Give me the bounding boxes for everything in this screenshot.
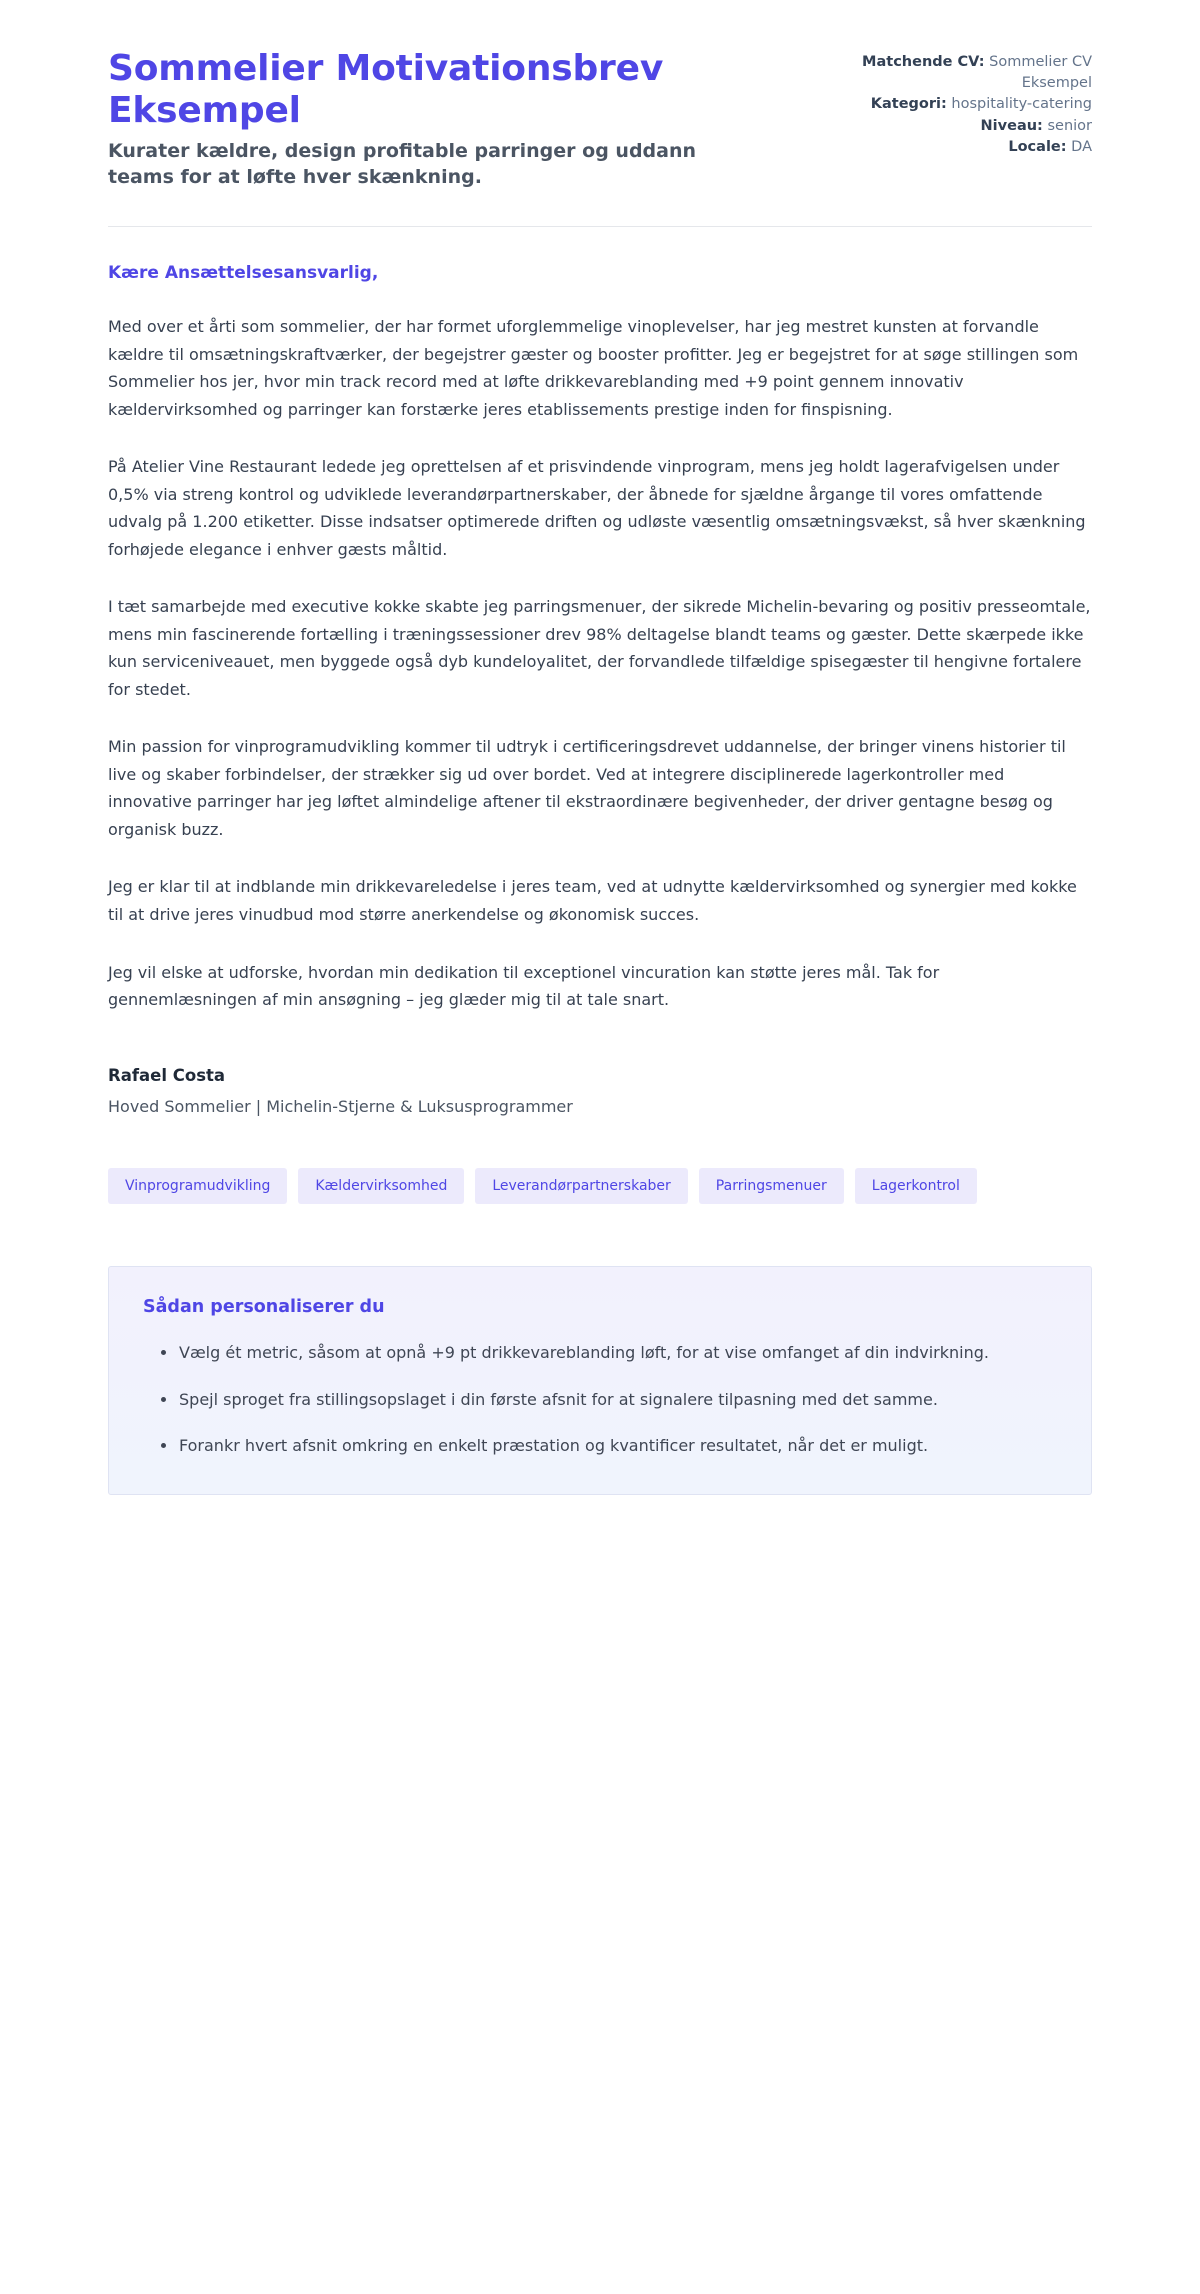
header-title-block — [108, 48, 788, 190]
meta-locale — [842, 137, 1092, 158]
meta-locale-value: DA — [1071, 139, 1092, 156]
personalization-tips-callout — [108, 1266, 1092, 1495]
callout-title: Sådan personaliserer du — [143, 1297, 385, 1318]
meta-category-label: Kategori: — [870, 96, 947, 113]
signature-block — [108, 1066, 1092, 1116]
skill-tag[interactable]: Vinprogramudvikling — [108, 1168, 287, 1205]
meta-level-value: senior — [1047, 117, 1092, 134]
letter-paragraph: På Atelier Vine Restaurant ledede jeg oprettelsen af et prisvindende vinprogram, mens jeg holdt lagerafvigelsen under 0,5% via streng kontrol og udviklede leverandørpartnerskaber, der åbnede for sjældne årgange til vores omfattende udvalg på 1.200 etiketter. Disse indsatser optimerede driften og udløste væsentlig omsætningsvækst, så hver skænkning forhøjede elegance i enhver gæsts måltid. — [108, 457, 1086, 559]
skill-tag[interactable]: Parringsmenuer — [699, 1168, 844, 1205]
letter-paragraph: Med over et årti som sommelier, der har formet uforglemmelige vinoplevelser, har jeg mestret kunsten at forvandle kældre til omsætningskraftværker, der begejstrer gæster og booster profitter. Jeg er begejstret for at søge stillingen som Sommelier hos jer, hvor min track record med at løfte drikkevareblanding med +9 point gennem innovativ kældervirksomhed og parringer kan forstærke jeres etablissements prestige inden for finspisning. — [108, 317, 1079, 419]
callout-tip-list — [143, 1339, 1057, 1460]
skill-tag[interactable]: Leverandørpartnerskaber — [475, 1168, 687, 1205]
meta-category-value: hospitality-catering — [951, 96, 1092, 113]
page-header — [108, 48, 1092, 190]
letter-paragraph: Min passion for vinprogramudvikling kommer til udtryk i certificeringsdrevet uddannelse, der bringer vinens historier til live og skaber forbindelser, der strækker sig ud over bordet. Ved at integrere disciplinerede lagerkontroller med innovative parringer har jeg løftet almindelige aftener til ekstraordinære begivenheder, der driver gentagne besøg og organisk buzz. — [108, 737, 1066, 839]
meta-category — [842, 94, 1092, 115]
skill-tag[interactable]: Lagerkontrol — [855, 1168, 977, 1205]
skill-tag[interactable]: Kældervirksomhed — [298, 1168, 464, 1205]
meta-locale-label: Locale: — [1008, 139, 1067, 156]
page-title: Sommelier Motivationsbrev Eksempel — [108, 48, 664, 132]
letter-paragraph: I tæt samarbejde med executive kokke skabte jeg parringsmenuer, der sikrede Michelin-bevaring og positiv presseomtale, mens min fascinerende fortælling i træningssessioner drev 98% deltagelse blandt teams og gæster. Dette skærpede ikke kun serviceniveauet, men byggede også dyb kundeloyalitet, der forvandlede tilfældige spisegæster til hengivne fortalere for stedet. — [108, 597, 1091, 699]
meta-matching-cv-label: Matchende CV: — [862, 54, 985, 70]
meta-matching-cv-value: Sommelier CV Eksempel — [989, 54, 1092, 91]
document-metadata — [842, 48, 1092, 159]
letter-paragraph: Jeg vil elske at udforske, hvordan min dedikation til exceptionel vincuration kan støtte jeres mål. Tak for gennemlæsningen af min ansøgning – jeg glæder mig til at tale snart. — [108, 962, 940, 1010]
callout-tip-item: Forankr hvert afsnit omkring en enkelt præstation og kvantificer resultatet, når det er muligt. — [165, 1432, 1057, 1460]
signature-name: Rafael Costa — [108, 1065, 226, 1085]
callout-tip-item: Spejl sproget fra stillingsopslaget i din første afsnit for at signalere tilpasning med det samme. — [165, 1386, 1057, 1414]
meta-level-label: Niveau: — [980, 117, 1043, 134]
callout-tip-item: Vælg ét metric, såsom at opnå +9 pt drikkevareblanding løft, for at vise omfanget af din indvirkning. — [165, 1339, 1057, 1367]
page-subtitle: Kurater kældre, design profitable parringer og uddann teams for at løfte hver skænkning. — [108, 139, 697, 188]
signature-role: Hoved Sommelier | Michelin-Stjerne & Luksusprogrammer — [108, 1096, 573, 1116]
letter-salutation: Kære Ansættelsesansvarlig, — [108, 263, 379, 284]
letter-paragraph: Jeg er klar til at indblande min drikkevareledelse i jeres team, ved at udnytte kældervirksomhed og synergier med kokke til at drive jeres vinudbud mod større anerkendelse og økonomisk succes. — [108, 877, 1077, 924]
meta-matching-cv — [842, 52, 1092, 93]
letter-body — [108, 227, 1092, 1115]
skill-tag-list — [108, 1168, 988, 1205]
meta-level — [842, 116, 1092, 137]
